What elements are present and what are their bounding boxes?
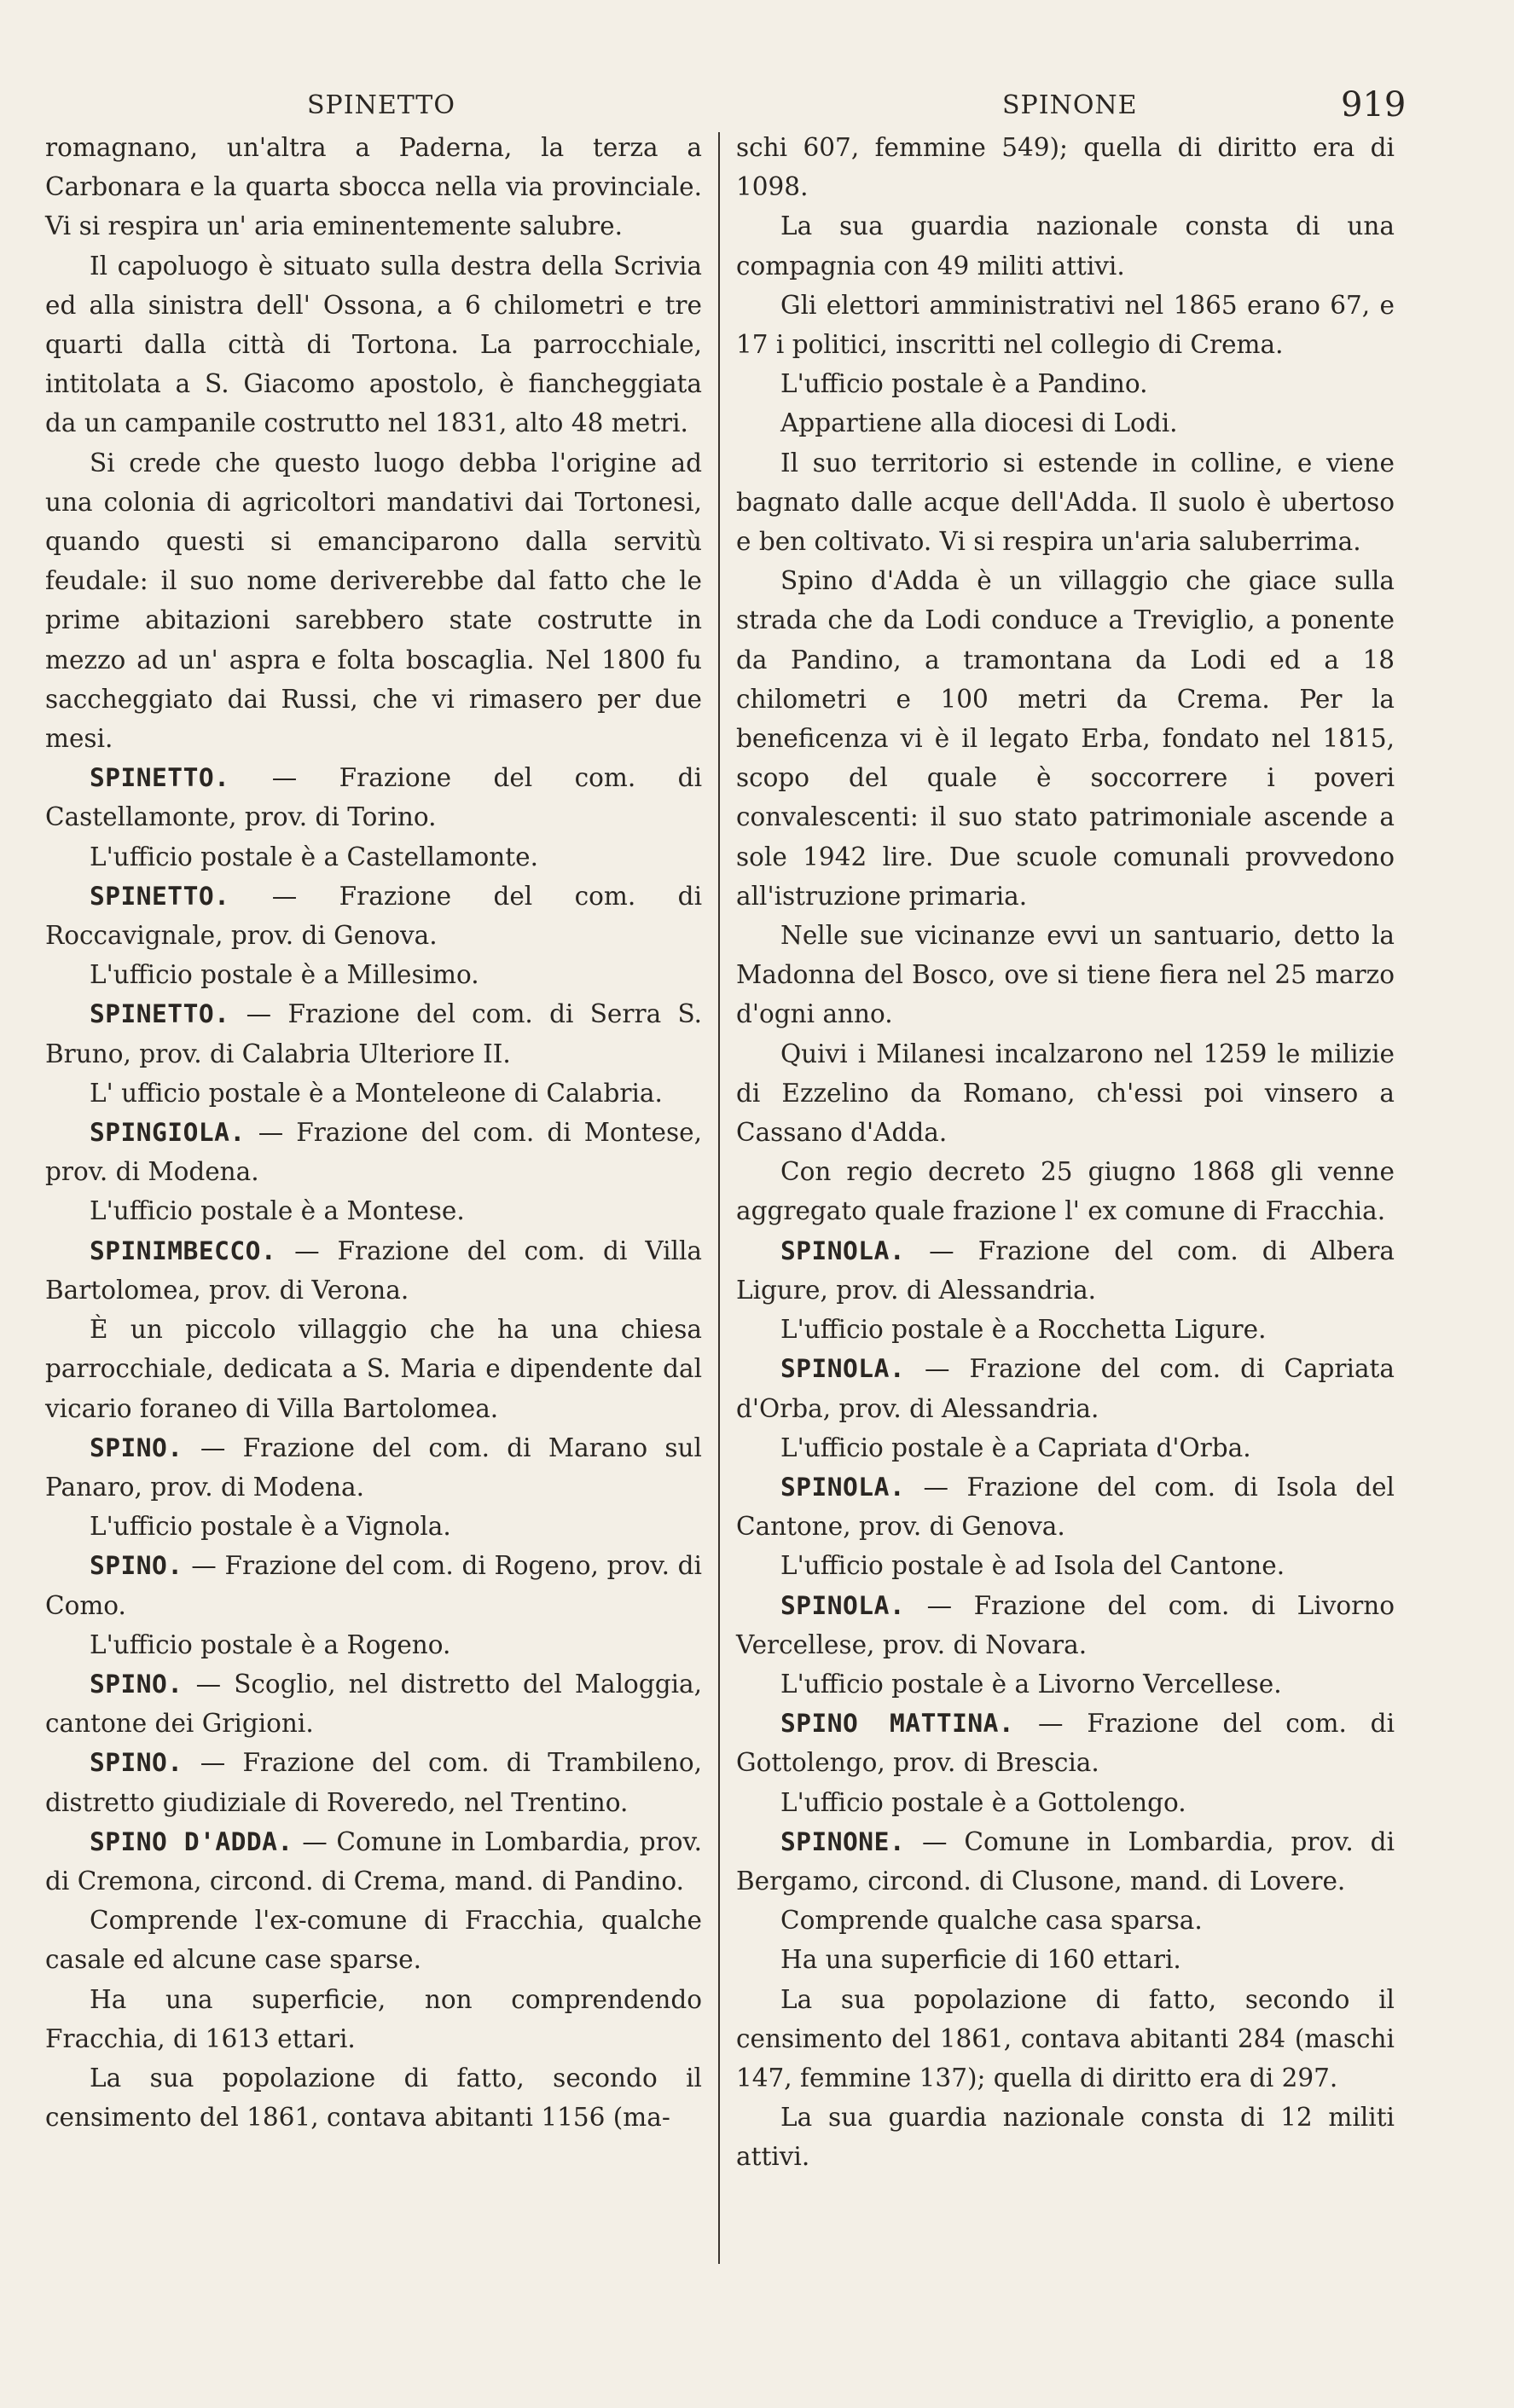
paragraph: Gli elettori amministrativi nel 1865 erano 67, e 17 i politici, inscritti nel collegio di Crema. [736, 290, 1395, 360]
entry-text: — Comune in Lombardia, prov. di Cremona, circond. di Crema, mand. di Pandino. [45, 1826, 702, 1896]
entry-paragraph [45, 1822, 702, 1901]
entry-text: — Frazione del com. di Serra S. Bruno, prov. di Calabria Ulteriore II. [45, 999, 702, 1068]
entry-text: — Scoglio, nel distretto del Maloggia, cantone dei Grigioni. [45, 1669, 702, 1739]
entry-text: — Frazione del com. di Montese, prov. di Modena. [45, 1118, 702, 1187]
paragraph: L' ufficio postale è a Monteleone di Calabria. [90, 1078, 663, 1108]
paragraph: L'ufficio postale è a Livorno Vercellese. [780, 1669, 1282, 1699]
entry-headword: SPINO. [90, 1433, 183, 1462]
entry-paragraph [45, 1231, 702, 1310]
paragraph: Spino d'Adda è un villaggio che giace sulla strada che da Lodi conduce a Treviglio, a ponente da Pandino, a tramontana da Lodi ed a 18 chilometri e 100 metri da Crema. Per la beneficenza vi è il legato Erba, fondato nel 1815, scopo del quale è soccorrere i poveri convalescenti: il suo stato patrimoniale ascende a sole 1942 lire. Due scuole comunali provvedono all'istruzione primaria. [736, 566, 1395, 911]
paragraph: L'ufficio postale è a Montese. [90, 1196, 465, 1226]
entry-text: — Frazione del com. di Isola del Cantone, prov. di Genova. [736, 1472, 1395, 1542]
entry-headword: SPINO. [90, 1748, 183, 1778]
paragraph-continued: romagnano, un'altra a Paderna, la terza a Carbonara e la quarta sbocca nella via provinciale. Vi si respira un' aria eminentemente salubre. [45, 133, 702, 241]
paragraph: L'ufficio postale è a Rogeno. [90, 1629, 451, 1659]
entry-text: — Frazione del com. di Albera Ligure, prov. di Alessandria. [736, 1236, 1395, 1305]
entry-text: — Frazione del com. di Marano sul Panaro, prov. di Modena. [45, 1433, 702, 1502]
entry-headword: SPINO. [90, 1551, 183, 1581]
paragraph: L'ufficio postale è a Capriata d'Orba. [780, 1433, 1251, 1462]
paragraph: L'ufficio postale è a Millesimo. [90, 960, 479, 990]
entry-text: — Frazione del com. di Gottolengo, prov. di Brescia. [736, 1709, 1395, 1778]
entry-headword: SPINGIOLA. [90, 1118, 246, 1148]
paragraph: Nelle sue vicinanze evvi un santuario, detto la Madonna del Bosco, ove si tiene fiera nel 25 marzo d'ogni anno. [736, 921, 1395, 1029]
paragraph: L'ufficio postale è ad Isola del Cantone. [780, 1551, 1285, 1581]
paragraph: Comprende l'ex-comune di Fracchia, qualche casale ed alcune case sparse. [45, 1906, 702, 1975]
paragraph: La sua popolazione di fatto, secondo il censimento del 1861, contava abitanti 284 (maschi 147, femmine 137); quella di diritto era di 297. [736, 1984, 1395, 2093]
entry-paragraph [736, 1467, 1395, 1546]
paragraph: Appartiene alla diocesi di Lodi. [780, 408, 1178, 438]
entry-paragraph [45, 1113, 702, 1191]
entry-paragraph [736, 1586, 1395, 1664]
entry-text: — Comune in Lombardia, prov. di Bergamo, circond. di Clusone, mand. di Lovere. [736, 1826, 1395, 1896]
entry-paragraph [736, 1231, 1395, 1310]
entry-text: — Frazione del com. di Castellamonte, prov. di Torino. [45, 763, 702, 832]
left-column [45, 128, 702, 2137]
entry-headword: SPINIMBECCO. [90, 1236, 277, 1265]
entry-text: — Frazione del com. di Villa Bartolomea, prov. di Verona. [45, 1236, 702, 1305]
paragraph: L'ufficio postale è a Rocchetta Ligure. [780, 1315, 1267, 1345]
entry-paragraph [736, 1704, 1395, 1782]
page-number: 919 [1341, 85, 1407, 124]
entry-text: — Frazione del com. di Livorno Vercellese, prov. di Novara. [736, 1590, 1395, 1659]
entry-headword: SPINO MATTINA. [780, 1709, 1015, 1739]
paragraph: Si crede che questo luogo debba l'origine ad una colonia di agricoltori mandativi dai Tortonesi, quando questi si emanciparono dalla servitù feudale: il suo nome deriverebbe dal fatto che le prime abitazioni sarebbero state costrutte in mezzo ad un' aspra e folta boscaglia. Nel 1800 fu saccheggiato dai Russi, che vi rimasero per due mesi. [45, 448, 702, 754]
column-divider [718, 132, 720, 2264]
running-head-left: SPINETTO [307, 90, 455, 120]
paragraph: L'ufficio postale è a Pandino. [780, 369, 1148, 399]
entry-headword: SPINONE. [780, 1826, 906, 1856]
paragraph: Il capoluogo è situato sulla destra della Scrivia ed alla sinistra dell' Ossona, a 6 chilometri e tre quarti dalla città di Tortona. La parrocchiale, intitolata a S. Giacomo apostolo, è fiancheggiata da un campanile costrutto nel 1831, alto 48 metri. [45, 251, 702, 438]
paragraph: Il suo territorio si estende in colline, e viene bagnato dalle acque dell'Adda. Il suolo è ubertoso e ben coltivato. Vi si respira un'aria saluberrima. [736, 448, 1395, 557]
paragraph: La sua guardia nazionale consta di 12 militi attivi. [736, 2103, 1395, 2172]
entry-paragraph [45, 758, 702, 836]
paragraph: Ha una superficie di 160 ettari. [780, 1945, 1181, 1975]
paragraph: La sua popolazione di fatto, secondo il censimento del 1861, contava abitanti 1156 (ma- [45, 2063, 702, 2133]
paragraph: L'ufficio postale è a Vignola. [90, 1512, 451, 1542]
right-column [736, 128, 1395, 2177]
entry-headword: SPINETTO. [90, 763, 230, 793]
entry-headword: SPINOLA. [780, 1590, 906, 1620]
entry-text: — Frazione del com. di Trambileno, distretto giudiziale di Roveredo, nel Trentino. [45, 1748, 702, 1817]
entry-text: — Frazione del com. di Rogeno, prov. di Como. [45, 1551, 702, 1620]
entry-text: — Frazione del com. di Capriata d'Orba, prov. di Alessandria. [736, 1354, 1395, 1423]
paragraph: È un piccolo villaggio che ha una chiesa parrocchiale, dedicata a S. Maria e dipendente dal vicario foraneo di Villa Bartolomea. [45, 1315, 702, 1423]
paragraph: L'ufficio postale è a Castellamonte. [90, 842, 538, 871]
entry-headword: SPINOLA. [780, 1472, 906, 1502]
entry-paragraph [45, 1664, 702, 1743]
entry-text: — Frazione del com. di Roccavignale, prov. di Genova. [45, 881, 702, 951]
entry-paragraph [736, 1822, 1395, 1901]
entry-paragraph [45, 1428, 702, 1507]
entry-paragraph [45, 1743, 702, 1821]
paragraph: La sua guardia nazionale consta di una compagnia con 49 militi attivi. [736, 211, 1395, 281]
running-head-right: SPINONE [1002, 90, 1138, 120]
entry-headword: SPINO. [90, 1669, 183, 1699]
paragraph: Quivi i Milanesi incalzarono nel 1259 le milizie di Ezzelino da Romano, ch'essi poi vinsero a Cassano d'Adda. [736, 1039, 1395, 1148]
paragraph: Con regio decreto 25 giugno 1868 gli venne aggregato quale frazione l' ex comune di Fracchia. [736, 1157, 1395, 1226]
entry-paragraph [45, 994, 702, 1073]
entry-headword: SPINETTO. [90, 881, 230, 911]
paragraph-continued: schi 607, femmine 549); quella di diritto era di 1098. [736, 133, 1395, 202]
entry-headword: SPINETTO. [90, 999, 230, 1029]
entry-paragraph [736, 1349, 1395, 1427]
entry-headword: SPINOLA. [780, 1236, 906, 1265]
entry-headword: SPINOLA. [780, 1354, 906, 1384]
entry-paragraph [45, 877, 702, 955]
entry-paragraph [45, 1546, 702, 1624]
entry-headword: SPINO D'ADDA. [90, 1826, 293, 1856]
paragraph: Ha una superficie, non comprendendo Fracchia, di 1613 ettari. [45, 1984, 702, 2053]
paragraph: Comprende qualche casa sparsa. [780, 1906, 1203, 1936]
paragraph: L'ufficio postale è a Gottolengo. [780, 1787, 1186, 1817]
